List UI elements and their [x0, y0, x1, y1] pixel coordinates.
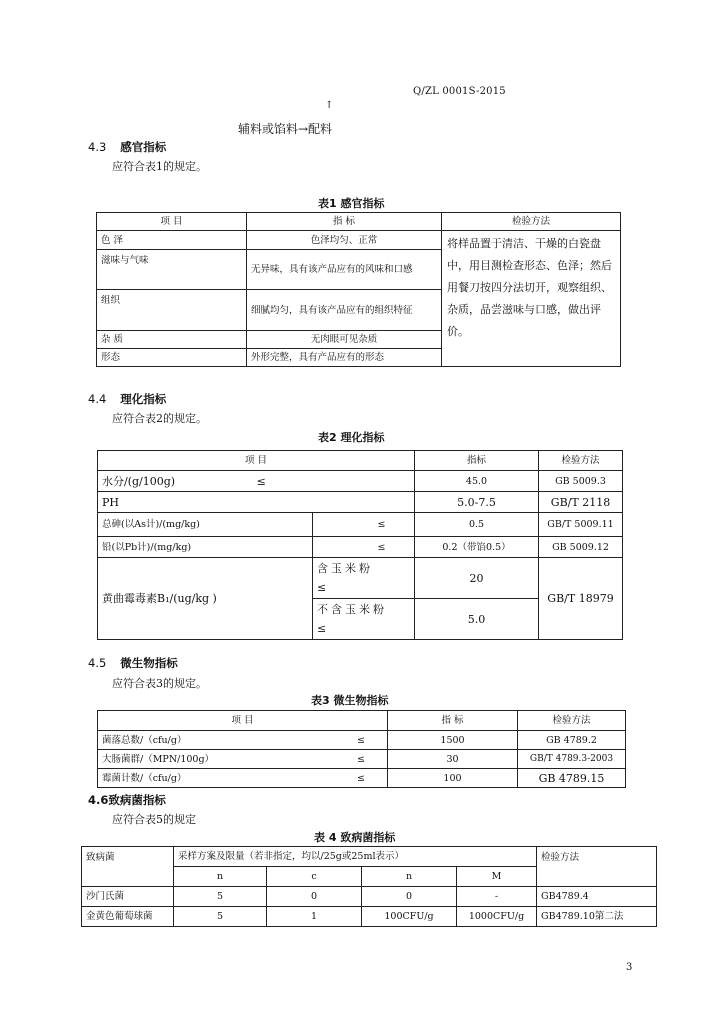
- section-text-4-3: 应符合表1的规定。: [112, 160, 207, 173]
- table4-M: 1000CFU/g: [457, 907, 537, 927]
- table2-aflatoxin-sub2: 不含玉米粉: [317, 603, 387, 616]
- table2-aflatoxin-sym2: ≤: [317, 622, 330, 635]
- section-text-4-6: 应符合表5的规定: [112, 813, 196, 826]
- table2-header-item: 项 目: [98, 451, 415, 471]
- table2-aflatoxin-sym1: ≤: [317, 581, 330, 594]
- table3-method: GB/T 4789.3-2003: [518, 750, 626, 769]
- table4-M: -: [457, 887, 537, 907]
- table4-header-sampling: 采样方案及限量（若非指定，均以/25g或25ml表示）: [174, 847, 537, 867]
- table2-aflatoxin-corn: [313, 558, 415, 599]
- section-title: 理化指标: [120, 392, 167, 406]
- table2-aflatoxin-nocorn: [313, 599, 415, 640]
- table3-row: [98, 769, 388, 788]
- table4-pathogen: 沙门氏菌: [82, 887, 174, 907]
- flow-up-arrow: ↑: [325, 100, 334, 111]
- table1-item: 滋味与气味: [97, 250, 247, 290]
- table2-value: 45.0: [415, 471, 539, 492]
- table3-item: 菌落总数/（cfu/g）: [102, 734, 187, 746]
- table2-sym: ≤: [313, 537, 415, 558]
- section-heading-4-3: [88, 139, 166, 155]
- table3-caption: 表3 微生物指标: [311, 694, 389, 707]
- table3-item: 霉菌计数/（cfu/g）: [102, 772, 187, 784]
- table1-item: 色 泽: [97, 231, 247, 250]
- process-flow-step: 辅料或馅料→配料: [238, 122, 333, 136]
- table2-header-method: 检验方法: [539, 451, 623, 471]
- table2-aflatoxin-sub1: 含玉米粉: [317, 562, 373, 575]
- table1-value: 无肉眼可见杂质: [247, 331, 442, 349]
- table4-n: 5: [174, 907, 267, 927]
- table2-sym: ≤: [313, 513, 415, 537]
- table4-header-pathogen: 致病菌: [82, 847, 174, 887]
- table2-aflatoxin-item: 黄曲霉毒素B₁/(ug/kg ): [98, 558, 313, 640]
- table4-subheader-n: n: [174, 867, 267, 887]
- section-heading-4-4: [88, 391, 166, 407]
- table2-aflatoxin-value1: 20: [415, 558, 539, 599]
- document-code: Q/ZL 0001S-2015: [413, 86, 506, 97]
- table4-caption: 表 4 致病菌指标: [314, 831, 396, 844]
- table2-value: 0.5: [415, 513, 539, 537]
- table4-method: GB4789.10第二法: [537, 907, 657, 927]
- section-title: 微生物指标: [120, 656, 178, 670]
- section-heading-4-6: [88, 792, 166, 808]
- table1-header-index: 指 标: [247, 213, 442, 231]
- section-number: 4.3: [88, 140, 107, 154]
- table1-item: 杂 质: [97, 331, 247, 349]
- table2-item: 铅(以Pb计)/(mg/kg): [98, 537, 313, 558]
- table2-caption: 表2 理化指标: [318, 431, 385, 444]
- table2-sym: ≤: [256, 474, 266, 488]
- table3-method: GB 4789.2: [518, 731, 626, 750]
- table1-item: 形态: [97, 349, 247, 367]
- table3-row: [98, 731, 388, 750]
- table4-subheader-c: c: [267, 867, 362, 887]
- section-number: 4.6: [88, 793, 109, 807]
- table1-method: 将样品置于清洁、干燥的白瓷盘中，用目测检查形态、色泽；然后用餐刀按四分法切开，观察组织、杂质，品尝滋味与口感，做出评价。: [442, 231, 621, 367]
- table1-header-item: 项 目: [97, 213, 247, 231]
- section-number: 4.4: [88, 392, 107, 406]
- table4-method: GB4789.4: [537, 887, 657, 907]
- table3-sym: ≤: [357, 734, 365, 746]
- table2-aflatoxin-value2: 5.0: [415, 599, 539, 640]
- table4-subheader-M: M: [457, 867, 537, 887]
- sensory-table: [96, 212, 621, 367]
- table1-caption: 表1 感官指标: [318, 197, 385, 210]
- table1-value: 色泽均匀、正常: [247, 231, 442, 250]
- table3-header-item: 项 目: [98, 711, 388, 731]
- table4-m: 0: [362, 887, 457, 907]
- table2-method: GB/T 5009.11: [539, 513, 623, 537]
- table2-header-index: 指标: [415, 451, 539, 471]
- table2-aflatoxin-method: GB/T 18979: [539, 558, 623, 640]
- table2-value: 5.0-7.5: [415, 492, 539, 513]
- table4-header-method: 检验方法: [537, 847, 657, 887]
- table3-header-method: 检验方法: [518, 711, 626, 731]
- table3-method: GB 4789.15: [518, 769, 626, 788]
- table2-method: GB 5009.3: [539, 471, 623, 492]
- table3-value: 1500: [388, 731, 518, 750]
- table3-sym: ≤: [357, 772, 365, 784]
- section-title: 致病菌指标: [108, 793, 166, 807]
- section-title: 感官指标: [120, 140, 167, 154]
- table1-header-method: 检验方法: [442, 213, 621, 231]
- table1-value: 细腻均匀，具有该产品应有的组织特征: [247, 290, 442, 331]
- section-heading-4-5: [88, 655, 178, 671]
- physicochemical-table: [97, 450, 623, 640]
- section-text-4-5: 应符合表3的规定。: [112, 677, 207, 690]
- table3-sym: ≤: [357, 753, 365, 765]
- table1-value: 无异味，具有该产品应有的风味和口感: [247, 250, 442, 290]
- table1-item: 组织: [97, 290, 247, 331]
- table2-item: 总砷(以As计)/(mg/kg): [98, 513, 313, 537]
- table2-item: PH: [98, 492, 415, 513]
- table1-value: 外形完整，具有产品应有的形态: [247, 349, 442, 367]
- table4-m: 100CFU/g: [362, 907, 457, 927]
- table4-c: 1: [267, 907, 362, 927]
- table4-pathogen: 金黄色葡萄球菌: [82, 907, 174, 927]
- table2-value: 0.2（带馅0.5）: [415, 537, 539, 558]
- table3-row: [98, 750, 388, 769]
- section-text-4-4: 应符合表2的规定。: [112, 412, 207, 425]
- table4-c: 0: [267, 887, 362, 907]
- table3-value: 30: [388, 750, 518, 769]
- page-number: 3: [626, 962, 633, 973]
- table4-n: 5: [174, 887, 267, 907]
- table3-value: 100: [388, 769, 518, 788]
- table2-row-moisture: [98, 471, 415, 492]
- pathogen-table: [81, 846, 657, 927]
- microbial-table: [97, 710, 626, 788]
- table2-method: GB 5009.12: [539, 537, 623, 558]
- table4-subheader-m: n: [362, 867, 457, 887]
- table3-header-index: 指 标: [388, 711, 518, 731]
- table2-item: 水分/(g/100g): [102, 474, 176, 488]
- table3-item: 大肠菌群/（MPN/100g）: [102, 753, 215, 765]
- section-number: 4.5: [88, 656, 107, 670]
- table2-method: GB/T 2118: [539, 492, 623, 513]
